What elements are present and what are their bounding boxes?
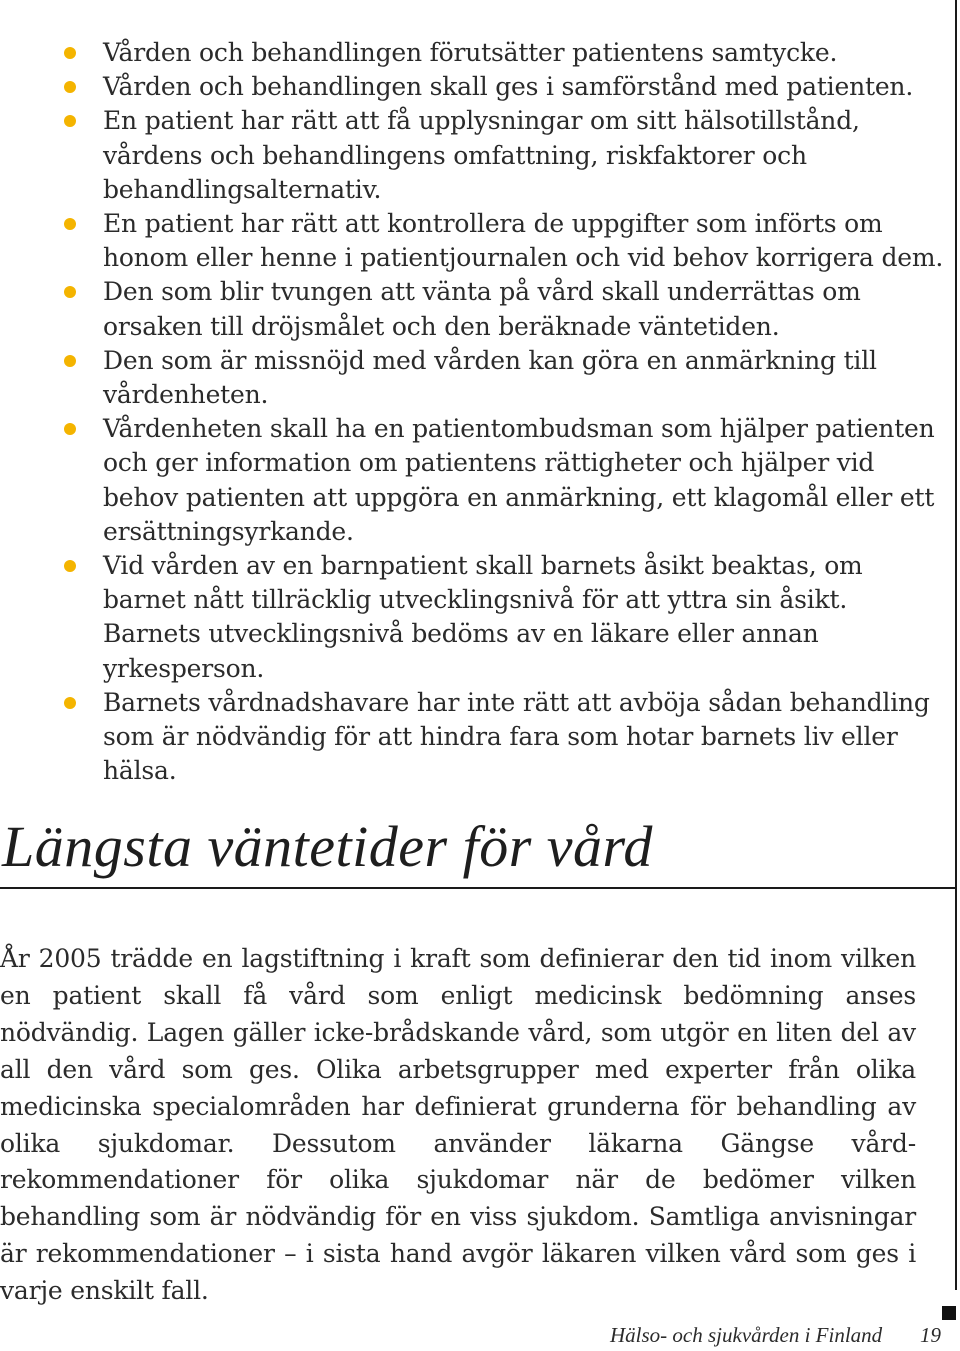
list-item-text: Vårdenheten skall ha en patientombudsman som hjälper patienten och ger information om patientens rättigheter och hjälper vid behov patienten att uppgöra en anmärkning, ett klagomål eller ett ersättningsyrkande.	[103, 414, 935, 546]
list-item	[64, 412, 944, 549]
footer-square-icon	[942, 1306, 956, 1320]
list-item	[64, 344, 944, 412]
list-item-text: Barnets vårdnadshavare har inte rätt att avböja sådan behandling som är nödvändig för att hindra fara som hotar barnets liv eller hälsa.	[103, 687, 930, 786]
section-body-paragraph: År 2005 trädde en lagstiftning i kraft som definierar den tid inom vilken en patient skall få vård som enligt medicinsk bedömning anses nödvändig. Lagen gäller icke-brådskande vård, som utgör en liten del av all den vård som ges. Olika arbetsgrupper med experter från olika medicinska specialområden har definierat grunderna för behandling av olika sjukdomar. Dessutom använder läkarna Gängse vård-rekommendationer för olika sjukdomar när de bedömer vilken behandling som är nödvändig för en viss sjukdom. Samtliga anvisningar är rekommendationer – i sista hand avgör läkaren vilken vård som ges i varje enskilt fall.	[0, 944, 916, 1306]
right-margin-rule	[955, 0, 957, 1290]
list-item-text: Den som är missnöjd med vården kan göra en anmärkning till vårdenheten.	[103, 345, 877, 410]
bullet-dot-icon	[64, 81, 76, 93]
bullet-dot-icon	[64, 560, 76, 572]
section-heading: Längsta väntetider för vård	[2, 814, 653, 879]
list-item	[64, 70, 944, 104]
list-item-text: Vid vården av en barnpatient skall barnets åsikt beaktas, om barnet nått tillräcklig utvecklingsnivå för att yttra sin åsikt. Barnets utvecklingsnivå bedöms av en läkare eller annan yrkesperson.	[103, 551, 863, 683]
bullet-dot-icon	[64, 423, 76, 435]
list-item	[64, 686, 944, 789]
list-item-text: Den som blir tvungen att vänta på vård skall underrättas om orsaken till dröjsmålet och den beräknade väntetiden.	[103, 277, 861, 341]
bullet-dot-icon	[64, 697, 76, 709]
page-number: 19	[920, 1323, 941, 1347]
list-item	[64, 104, 944, 207]
page-footer	[610, 1320, 950, 1350]
rights-bullet-list	[64, 36, 944, 788]
bullet-dot-icon	[64, 286, 76, 298]
heading-rule	[0, 887, 957, 889]
publication-title: Hälso- och sjukvården i Finland	[610, 1323, 883, 1347]
bullet-dot-icon	[64, 115, 76, 127]
bullet-dot-icon	[64, 355, 76, 367]
list-item	[64, 275, 944, 343]
list-item-text: Vården och behandlingen skall ges i samförstånd med patienten.	[103, 72, 914, 102]
list-item-text: En patient har rätt att kontrollera de uppgifter som införts om honom eller henne i patientjournalen och vid behov korrigera dem.	[103, 209, 944, 273]
list-item-text: Vården och behandlingen förutsätter patientens samtycke.	[103, 38, 838, 67]
list-item	[64, 207, 944, 275]
bullet-dot-icon	[64, 218, 76, 230]
bullet-dot-icon	[64, 47, 76, 59]
list-item-text: En patient har rätt att få upplysningar om sitt hälsotillstånd, vårdens och behandlingens omfattning, riskfaktorer och behandlingsalternativ.	[103, 106, 860, 204]
list-item	[64, 36, 944, 70]
list-item	[64, 549, 944, 686]
